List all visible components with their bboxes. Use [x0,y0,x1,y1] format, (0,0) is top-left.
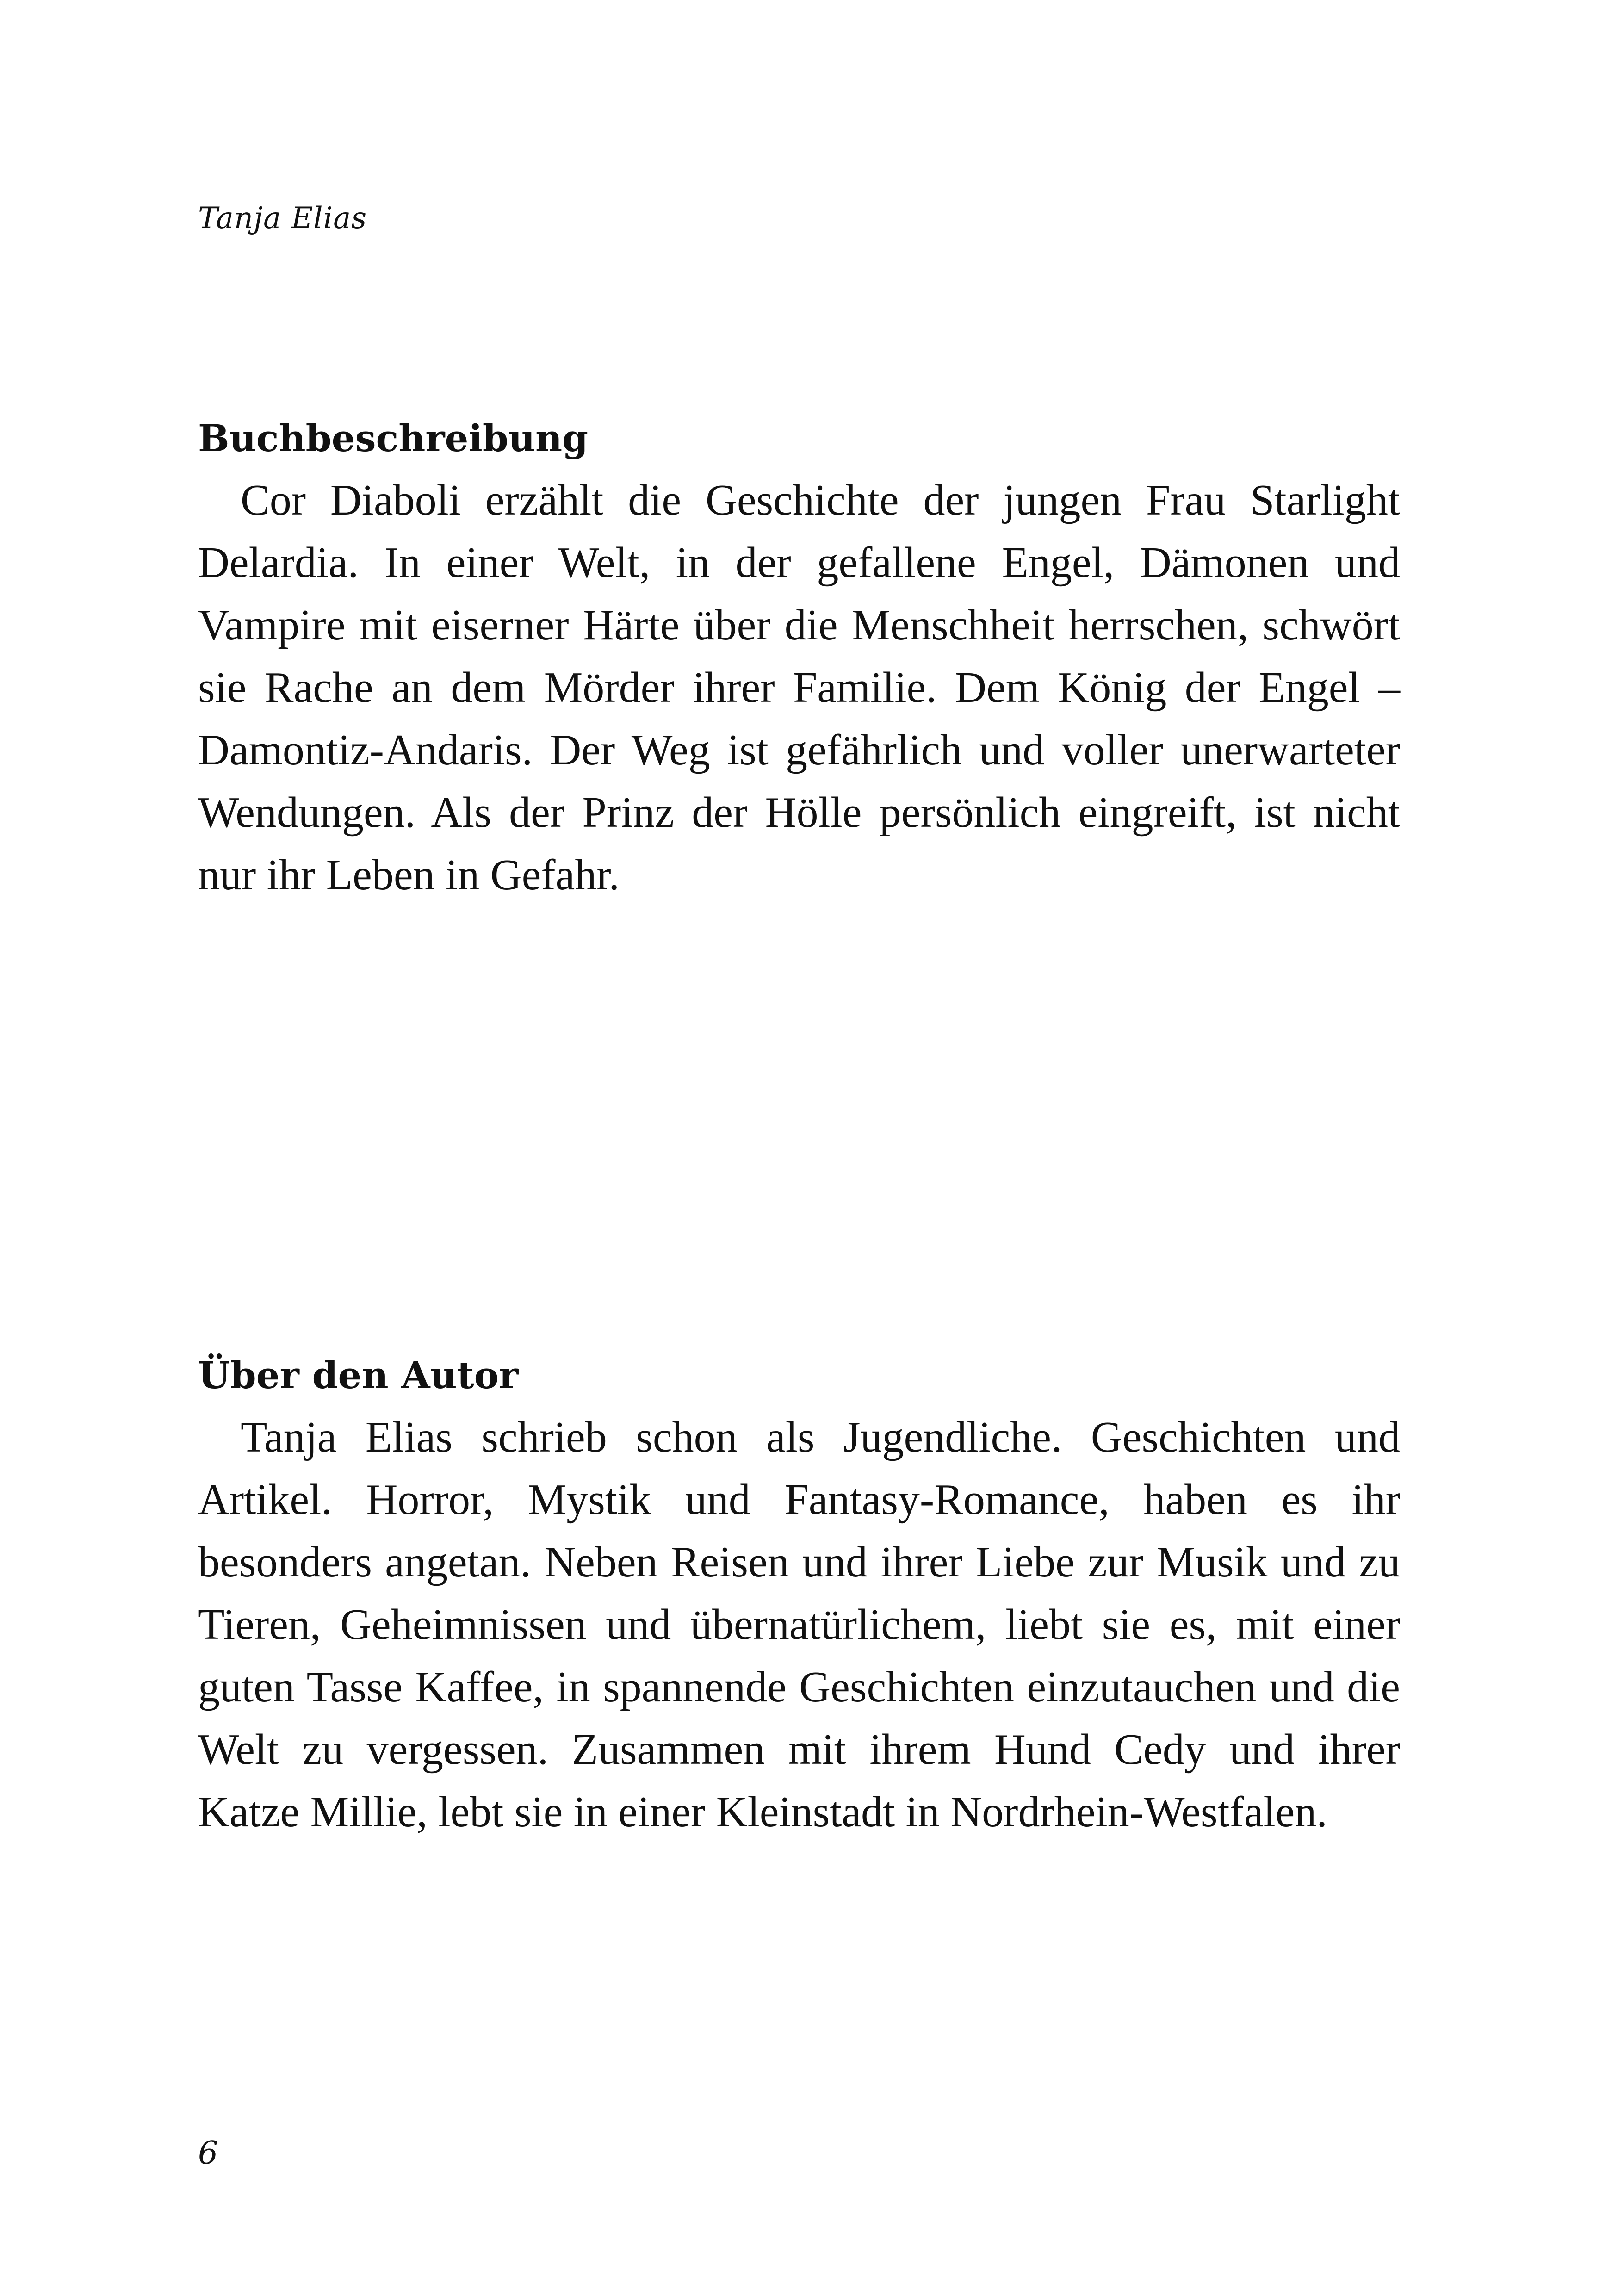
book-description-heading: Buchbeschreibung [198,416,589,460]
page-number: 6 [198,2135,218,2172]
book-description-section [198,407,1400,906]
about-author-text: Tanja Elias schrieb schon als Jugendliche. Geschichten und Artikel. Horror, Mystik und Fantasy-Romance, haben es ihr besonders angetan. Neben Reisen und ihrer Liebe zur Musik und zu Tieren, Geheimnissen und übernatürlichem, liebt sie es, mit einer guten Tasse Kaffee, in spannende Geschichten einzutauchen und die Welt zu vergessen. Zusammen mit ihrem Hund Cedy und ihrer Katze Millie, lebt sie in einer Kleinstadt in Nordrhein-Westfalen. [198,1413,1400,1836]
running-head-author: Tanja Elias [198,201,367,236]
book-description-text: Cor Diaboli erzählt die Geschichte der jungen Frau Starlight Delardia. In einer Welt, in der gefallene Engel, Dämonen und Vampire mit eiserner Härte über die Menschheit herrschen, schwört sie Rache an dem Mörder ihrer Familie. Dem König der Engel – Damontiz-Andaris. Der Weg ist gefährlich und voller unerwarteter Wendungen. Als der Prinz der Hölle persönlich eingreift, ist nicht nur ihr Leben in Gefahr. [198,476,1400,899]
about-author-section [198,1344,1400,1843]
about-author-heading: Über den Autor [198,1353,519,1397]
